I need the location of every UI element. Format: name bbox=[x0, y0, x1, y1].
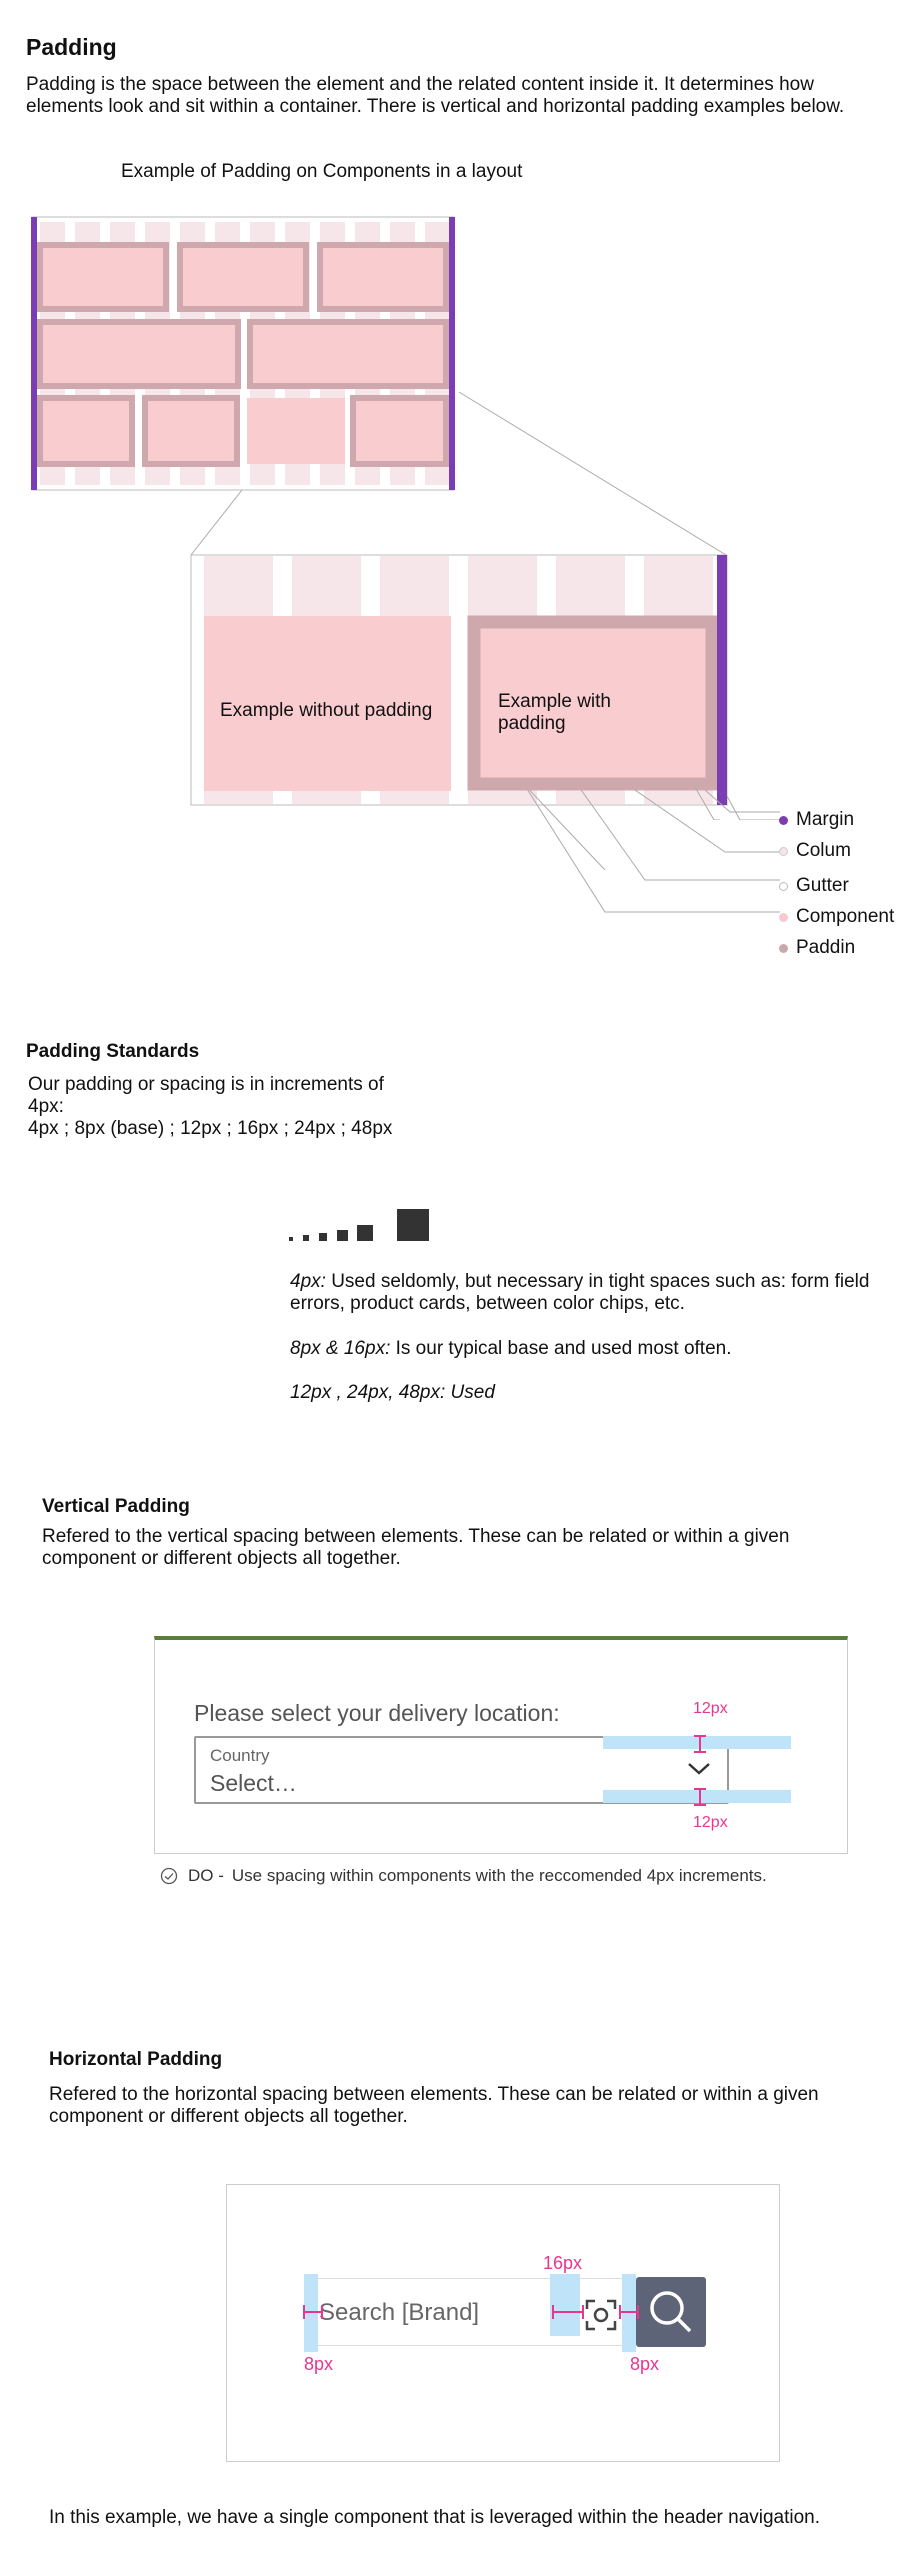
measure-bottom-marker bbox=[692, 1787, 708, 1807]
measure-middle-label: 16px bbox=[543, 2253, 583, 2273]
standards-title: Padding Standards bbox=[26, 1041, 200, 1062]
horizontal-desc: Refered to the horizontal spacing between elements. These can be related or within a given component or different objects all together. bbox=[49, 2084, 819, 2127]
horizontal-footer: In this example, we have a single component that is leveraged within the header navigation. bbox=[49, 2507, 821, 2528]
horizontal-title: Horizontal Padding bbox=[49, 2049, 223, 2070]
measure-right-marker bbox=[618, 2303, 640, 2321]
country-select-value: Select… bbox=[210, 1770, 297, 1796]
search-icon bbox=[636, 2277, 706, 2347]
legend-label: Colum bbox=[796, 840, 851, 861]
diagram-caption: Example of Padding on Components in a layout bbox=[121, 161, 523, 182]
legend-padding bbox=[779, 937, 855, 959]
measure-middle-marker bbox=[551, 2303, 585, 2321]
form-label: Please select your delivery location: bbox=[194, 1700, 560, 1726]
standards-line-1: Our padding or spacing is in increments of bbox=[28, 1074, 384, 1095]
legend-swatch bbox=[779, 913, 788, 922]
legend-gutter bbox=[779, 875, 849, 897]
legend-swatch bbox=[779, 944, 788, 953]
definition: Is our typical base and used most often. bbox=[390, 1338, 732, 1359]
legend-swatch bbox=[779, 816, 788, 825]
country-select-label: Country bbox=[210, 1746, 270, 1765]
label-without-padding: Example without padding bbox=[220, 700, 433, 721]
definition: Used seldomly, but necessary in tight spaces such as: form field errors, product cards, between color chips, etc. bbox=[290, 1271, 870, 1314]
standards-line-2: 4px: bbox=[28, 1096, 64, 1117]
do-note bbox=[160, 1866, 767, 1886]
do-label: DO - bbox=[188, 1866, 224, 1885]
term: 8px & 16px: bbox=[290, 1338, 391, 1359]
standards-line-3: 4px ; 8px (base) ; 12px ; 16px ; 24px ; 48px bbox=[28, 1118, 393, 1139]
chevron-down-icon bbox=[686, 1760, 712, 1778]
check-circle-icon bbox=[160, 1867, 178, 1885]
vertical-title: Vertical Padding bbox=[42, 1496, 190, 1517]
legend-swatch bbox=[779, 882, 788, 891]
standard-desc-8-16px bbox=[290, 1338, 870, 1360]
legend-label: Margin bbox=[796, 809, 855, 830]
measure-top-marker bbox=[692, 1734, 708, 1754]
padding-intro: Padding is the space between the element and the related content inside it. It determines how elements look and sit within a container. There is vertical and horizontal padding examples below. bbox=[26, 74, 845, 117]
layout-diagram bbox=[0, 200, 921, 820]
measure-top-label: 12px bbox=[693, 1700, 728, 1717]
term: 4px: bbox=[290, 1271, 326, 1292]
measure-left-label: 8px bbox=[304, 2354, 334, 2374]
legend-margin bbox=[779, 809, 854, 831]
search-button[interactable] bbox=[636, 2277, 706, 2347]
scan-icon[interactable] bbox=[584, 2298, 618, 2332]
label-with-padding: Example with padding bbox=[498, 691, 611, 734]
legend-column bbox=[779, 840, 851, 862]
legend-label: Component bbox=[796, 906, 895, 927]
page-title: Padding bbox=[26, 34, 117, 60]
spacing-scale bbox=[285, 1205, 435, 1245]
legend-label: Paddin bbox=[796, 937, 856, 958]
measure-bottom-label: 12px bbox=[693, 1814, 728, 1831]
legend-swatch bbox=[779, 847, 788, 856]
search-input[interactable]: Search [Brand] bbox=[319, 2299, 480, 2326]
vertical-desc: Refered to the vertical spacing between elements. These can be related or within a given component or different objects all together. bbox=[42, 1526, 790, 1569]
measure-right-label: 8px bbox=[630, 2354, 660, 2374]
standard-desc-12-24-48px: 12px , 24px, 48px: Used bbox=[290, 1382, 495, 1403]
measure-left-marker bbox=[302, 2303, 324, 2321]
legend-label: Gutter bbox=[796, 875, 849, 896]
standard-desc-4px bbox=[290, 1271, 870, 1315]
do-text: Use spacing within components with the reccomended 4px increments. bbox=[231, 1866, 767, 1885]
legend-component bbox=[779, 906, 894, 928]
